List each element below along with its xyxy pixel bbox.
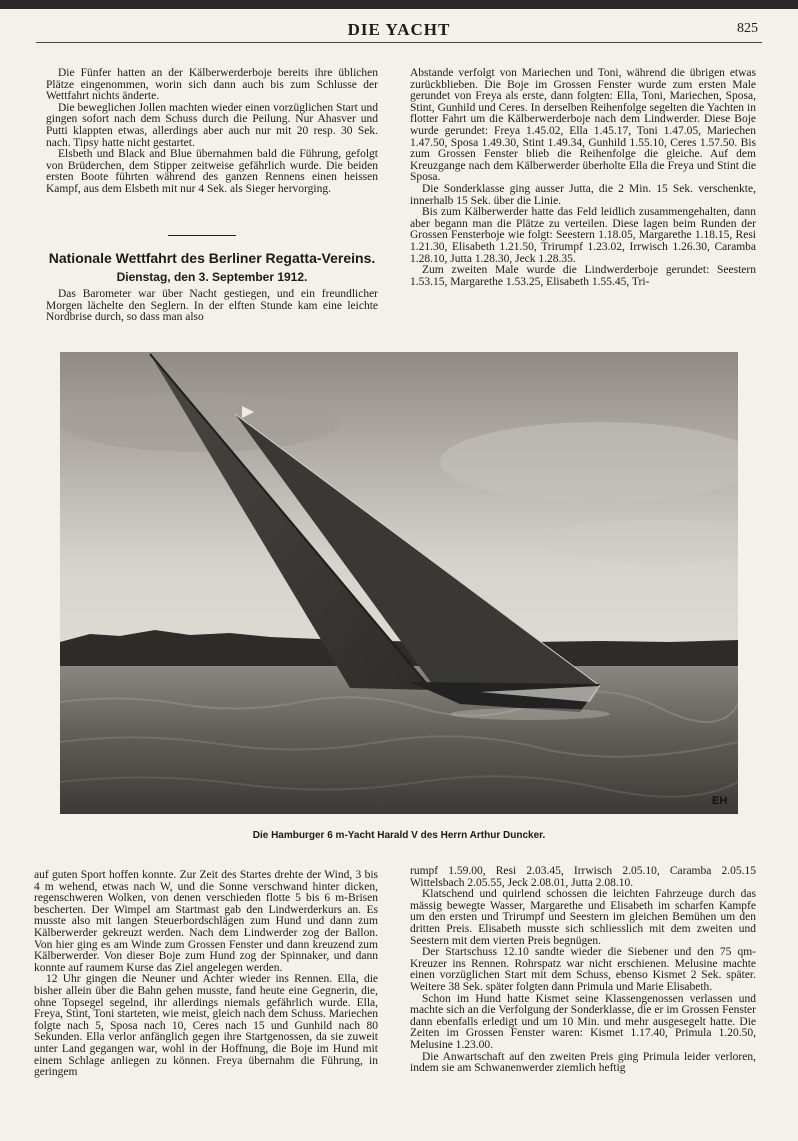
top-left-column (46, 68, 378, 196)
photo-caption: Die Hamburger 6 m-Yacht Harald V des Herrn Arthur Duncker. (252, 830, 546, 841)
article-title: Nationale Wettfahrt des Berliner Regatta-Vereins. (48, 250, 376, 266)
paragraph: 12 Uhr gingen die Neuner und Achter wieder ins Rennen. Ella, die bisher allein über die Bahn gehen musste, fand heute eine Gegnerin, die, ohne Topsegel segelnd, ihr allerdings niemals gefährlich wurde. Ella, Freya, Stint, Toni starteten, wie meist, gleich nach dem Schuss. Mariechen folgte nach 5, Sposa nach 10, Ceres nach 15 und Gunhild nach 80 Sekunden. Ella verlor anfänglich gegen ihre Startgenossen, da sie zuweit unter Land gegangen war, wohl in der Hoffnung, die Boje im Hund mit einem Schlage anliegen zu können. Freya übernahm die Führung, in geringem (34, 973, 378, 1079)
paragraph: Elsbeth und Black and Blue übernahmen bald die Führung, gefolgt von Brüderchen, dem Stipper zeitweise gefährlich wurde. Die beiden ersten Boote führten während des ganzen Rennens einen heissen Kampf, aus dem Elsbeth mit nur 4 Sek. als Sieger hervorging. (46, 148, 378, 195)
article-date: Dienstag, den 3. September 1912. (116, 270, 308, 284)
paragraph: Die beweglichen Jollen machten wieder einen vorzüglichen Start und gingen sofort nach dem Schuss durch die Peilung. Nur Ahasver und Putti klappten etwas, allerdings aber auch nur mit 20 resp. 30 Sek. nach. Tipsy hatte nicht gestartet. (46, 101, 378, 149)
section-divider (168, 235, 236, 236)
paragraph: Zum zweiten Male wurde die Lindwerderboje gerundet: Seestern 1.53.15, Margarethe 1.53.25, Elisabeth 1.55.45, Tri- (410, 264, 756, 288)
paragraph: Schon im Hund hatte Kismet seine Klassengenossen verlassen und machte sich an die Verfolgung der Sonderklasse, die er im Grossen Fenster dann ebenfalls erledigt und um 10 Min. und mehr ausgesegelt hatte. Die Zeiten im Grossen Fenster waren: Kismet 1.17.40, Primula 1.20.50, Melusine 1.23.00. (410, 992, 756, 1051)
paragraph: rumpf 1.59.00, Resi 2.03.45, Irrwisch 2.05.10, Caramba 2.05.15 Wittelsbach 2.05.55, Jeck 2.08.01, Jutta 2.08.10. (410, 865, 756, 889)
header-rule (36, 42, 762, 43)
bottom-right-column (410, 866, 756, 1075)
paragraph: Die Fünfer hatten an der Kälberwerderboje bereits ihre üblichen Plätze eingenommen, worin sich dann auch bis zum Schlusse der Wettfahrt nichts änderte. (46, 67, 378, 103)
paragraph: Die Sonderklasse ging ausser Jutta, die 2 Min. 15 Sek. verschenkte, innerhalb 15 Sek. über die Linie. (410, 182, 756, 207)
paragraph: Abstande verfolgt von Mariechen und Toni, während die übrigen etwas zurückblieben. Die Boje im Grossen Fenster wurde zum ersten Male gerundet von Freya als erste, dann folgten: Ella, Toni, Mariechen, Sposa, Stint, Gunhild und Ceres. In derselben Reihenfolge segelten die Yachten in flotter Fahrt um die Kälberwerderboje nach dem Lindwerder. Diese Boje wurde gerundet: Freya 1.45.02, Ella 1.45.17, Toni 1.47.05, Mariechen 1.47.50, Sposa 1.49.30, Stint 1.49.34, Gunhild 1.55.10, Ceres 1.57.50. Bis zum Grossen Fenster blieb die Reihenfolge die gleiche. Auf dem Kreuzgange nach dem Kälberwerder überholte Ella die Freya und Stint die Sposa. (410, 67, 756, 184)
photo-monogram: EH (712, 795, 728, 807)
paragraph: Bis zum Kälberwerder hatte das Feld leidlich zusammengehalten, dann aber begann man die Plätze zu verteilen. Diese lagen beim Runden der Grossen Fensterboje wie folgt: Seestern 1.18.05, Margarethe 1.18.15, Resi 1.21.30, Elisabeth 1.21.50, Trirumpf 1.23.02, Irrwisch 1.26.30, Caramba 1.28.10, Jutta 1.28.30, Jeck 1.28.35. (410, 206, 756, 265)
page-number: 825 (737, 21, 758, 36)
top-right-column (410, 68, 756, 288)
yacht-photo (60, 352, 738, 814)
top-edge-bar (0, 0, 798, 9)
article-intro-column (46, 289, 378, 324)
journal-title: DIE YACHT (347, 20, 451, 39)
paragraph: Die Anwartschaft auf den zweiten Preis ging Primula leider verloren, indem sie am Schwanenwerder ziemlich heftig (410, 1050, 756, 1075)
paragraph: Das Barometer war über Nacht gestiegen, und ein freundlicher Morgen lächelte den Seglern. In der elften Stunde kam eine leichte Nordbrise durch, so dass man also (46, 288, 378, 324)
bottom-left-column (34, 870, 378, 1079)
paragraph: auf guten Sport hoffen konnte. Zur Zeit des Startes drehte der Wind, 3 bis 4 m wehend, etwas nach W, und die Sonne verschwand hinter dicken, regenschweren Wolken, von denen verschieden flotte 5 bis 6 m-Brisen bescherten. Der Wimpel am Startmast gab den Lindwerderkurs an. Es musste also mit langen Steuerbordschlägen zum Hund und dann zum Kälberwerder gekreuzt werden. Nach dem Lindwerder zog der Ballon. Von hier ging es am Winde zum Grossen Fenster und dann kreuzend zum Kälberwerder. Von dieser Boje zum Hund zog der Spinnaker, und dann konnte auf raumem Kurse das Ziel angelegen werden. (34, 869, 378, 974)
paragraph: Der Startschuss 12.10 sandte wieder die Siebener und den 75 qm-Kreuzer ins Rennen. Rohrspatz war nicht erschienen. Melusine machte einen vorzüglichen Start mit dem Schuss, ebenso Kismet 2 Sek. später. Weitere 38 Sek. später folgten dann Primula und Marie Elisabeth. (410, 946, 756, 993)
paragraph: Klatschend und quirlend schossen die leichten Fahrzeuge durch das mässig bewegte Wasser, Margarethe und Elisabeth im scharfen Kampfe um den ersten und Trirumpf und Seestern im gleichen Bemühen um den dritten Preis. Elisabeth musste sich schliesslich mit dem zweiten und Seestern mit dem vierten Preis begnügen. (410, 888, 756, 947)
